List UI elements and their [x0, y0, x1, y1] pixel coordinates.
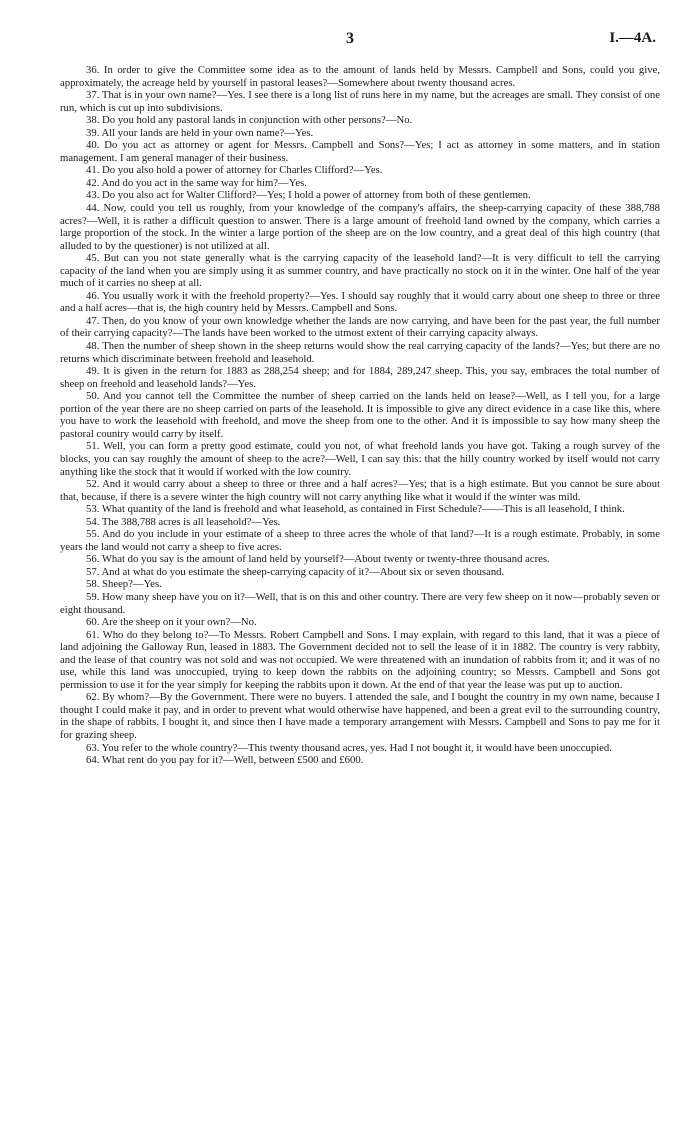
page-number: 3 [346, 30, 354, 47]
question-paragraph: 58. Sheep?—Yes. [86, 578, 162, 591]
question-paragraph: 50. And you cannot tell the Committee the number of sheep carried on the lands held on lease?—Well, as I tell you, for a large portion of the year there are no sheep carried on parts of the leasehold. It is impossible to give any direct evidence in a case like this, where you have to work the leasehold with freehold, and move the sheep from one to the other. And it is impossible to say how many sheep the pastoral country would carry by itself. [60, 390, 660, 440]
question-paragraph: 64. What rent do you pay for it?—Well, between £500 and £600. [86, 754, 364, 767]
question-paragraph: 44. Now, could you tell us roughly, from your knowledge of the company's affairs, the sheep-carrying capacity of these 388,788 acres?—Well, it is rather a difficult question to answer. There is a large amount of freehold land owned by the company, which carries a large proportion of the stock. In the winter a large portion of the sheep are on the low country, and a great deal of this high country (that alluded to by the questioner) is not utilized at all. [60, 202, 660, 252]
question-paragraph: 36. In order to give the Committee some idea as to the amount of lands held by Messrs. Campbell and Sons, could you give, approximately, the acreage held by yourself in pastoral leases?—Somewhere about twenty thousand acres. [60, 64, 660, 89]
question-paragraph: 60. Are the sheep on it your own?—No. [86, 616, 257, 629]
question-paragraph: 54. The 388,788 acres is all leasehold?—Yes. [86, 515, 281, 528]
question-paragraph: 63. You refer to the whole country?—This twenty thousand acres, yes. Had I not bought it, it would have been unoccupied. [86, 741, 612, 754]
question-paragraph: 43. Do you also act for Walter Clifford?—Yes; I hold a power of attorney from both of these gentlemen. [86, 189, 531, 202]
question-paragraph: 41. Do you also hold a power of attorney for Charles Clifford?—Yes. [86, 164, 383, 177]
question-paragraph: 59. How many sheep have you on it?—Well, that is on this and other country. There are very few sheep on it now—probably seven or eight thousand. [60, 590, 660, 616]
question-paragraph: 38. Do you hold any pastoral lands in conjunction with other persons?—No. [86, 114, 413, 127]
question-paragraph: 46. You usually work it with the freehold property?—Yes. I should say roughly that it would carry about one sheep to three or three and a half acres—that is, the high country held by Messrs. Campbell and Sons. [60, 289, 660, 315]
question-paragraph: 40. Do you act as attorney or agent for Messrs. Campbell and Sons?—Yes; I act as attorney in some matters, and in station management. I am general manager of their business. [60, 139, 660, 164]
document-reference: I.—4A. [609, 30, 656, 46]
question-paragraph: 37. That is in your own name?—Yes. I see there is a long list of runs here in my name, but the acreages are small. They consist of one run, which is cut up into subdivisions. [60, 89, 660, 114]
question-paragraph: 62. By whom?—By the Government. There were no buyers. I attended the sale, and I bought the country in my own name, because I thought I could make it pay, and in order to prevent what would otherwise have happened, and been a great evil to the surrounding country, in the shape of rabbits. I bought it, and since then I have made a temporary arrangement with Messrs. Campbell and Sons to pay me for it for grazing sheep. [60, 691, 660, 741]
question-paragraph: 52. And it would carry about a sheep to three or three and a half acres?—Yes; that is a high estimate. But you cannot be sure about that, because, if there is a severe winter the high country will not carry anything like what it would if the winter was mild. [60, 478, 660, 503]
question-paragraph: 56. What do you say is the amount of land held by yourself?—About twenty or twenty-three thousand acres. [86, 553, 550, 566]
question-paragraph: 47. Then, do you know of your own knowledge whether the lands are now carrying, and have been for the past year, the full number of their carrying capacity?—The lands have been worked to the utmost extent of their carrying capacity always. [60, 314, 660, 340]
question-paragraph: 49. It is given in the return for 1883 as 288,254 sheep; and for 1884, 289,247 sheep. This, you say, embraces the total number of sheep on freehold and leasehold lands?—Yes. [60, 365, 660, 390]
question-paragraph: 42. And do you act in the same way for him?—Yes. [86, 176, 307, 189]
question-paragraph: 48. Then the number of sheep shown in the sheep returns would show the real carrying capacity of the lands?—Yes; but there are no returns which discriminate between freehold and leasehold. [60, 340, 660, 365]
question-paragraph: 61. Who do they belong to?—To Messrs. Robert Campbell and Sons. I may explain, with regard to this land, that it was a piece of land adjoining the Galloway Run, leased in 1883. The Government decided not to sell the lease of it in 1882. The country is very rabbity, and the lease of that country was not sold and was not occupied. We were threatened with an inundation of rabbits from it; and it was of no use, while this land was unoccupied, trying to keep down the rabbits on the adjoining country; so Messrs. Campbell and Sons got permission to use it for the year simply for keeping the rabbits upon it down. At the end of that year the lease was put up to auction. [60, 628, 660, 691]
question-paragraph: 51. Well, you can form a pretty good estimate, could you not, of what freehold lands you have got. Taking a rough survey of the blocks, you can say roughly the amount of sheep to the acre?—Well, I can say this: that the hilly country worked by itself would not carry anything like the stock that it would if worked with the low country. [60, 440, 660, 478]
question-paragraph: 45. But can you not state generally what is the carrying capacity of the leasehold land?—It is very difficult to tell the carrying capacity of the land when you are simply using it as summer country, and have practically no stock on it in the winter. One half of the year much of it carries no sheep at all. [60, 252, 660, 290]
question-paragraph: 53. What quantity of the land is freehold and what leasehold, as contained in First Schedule?——This is all leasehold, I think. [86, 503, 625, 516]
page-header [0, 30, 700, 50]
question-paragraph: 57. And at what do you estimate the sheep-carrying capacity of it?—About six or seven thousand. [86, 565, 505, 578]
question-paragraph: 55. And do you include in your estimate of a sheep to three acres the whole of that land?—It is a rough estimate. Probably, in some years the land would not carry a sheep to five acres. [60, 528, 660, 553]
evidence-text [60, 64, 660, 767]
question-paragraph: 39. All your lands are held in your own name?—Yes. [86, 126, 314, 139]
